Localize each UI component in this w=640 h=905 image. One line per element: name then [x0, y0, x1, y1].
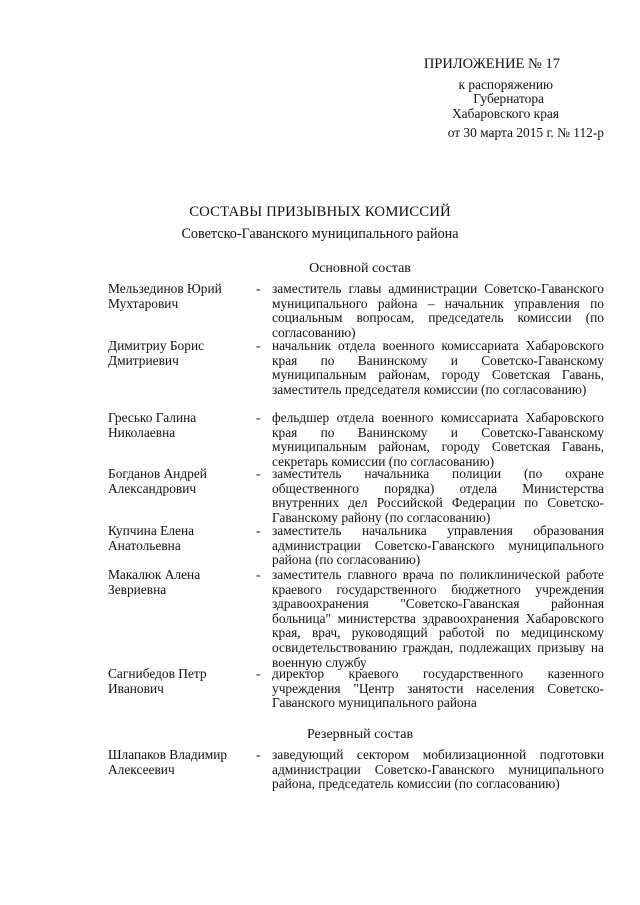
annex-line: Хабаровского края — [452, 106, 559, 121]
document-subtitle: Советско-Гаванского муниципального района — [181, 226, 459, 242]
member-dash: - — [256, 338, 261, 353]
member-position: заведующий сектором мобилизационной подготовки администрации Советско-Гаванского муниципального района, председатель комиссии (по согласованию) — [272, 747, 604, 792]
member-name: Мельзединов Юрий Мухтарович — [108, 281, 222, 311]
member-dash: - — [256, 666, 261, 681]
member-name: Макалюк Алена Зевриевна — [108, 567, 201, 597]
member-name: Димитриу Борис Дмитриевич — [108, 338, 205, 368]
member-position: заместитель главы администрации Советско-Гаванского муниципального района – начальник управления по социальным вопросам, председатель комиссии (по согласованию) — [272, 281, 604, 340]
document-title: СОСТАВЫ ПРИЗЫВНЫХ КОМИССИЙ — [189, 204, 451, 220]
member-position: заместитель начальника управления образования администрации Советско-Гаванского муниципального района (по согласованию) — [272, 523, 604, 568]
member-name: Богданов Андрей Александрович — [108, 466, 207, 496]
member-position: директор краевого государственного казенного учреждения "Центр занятости населения Советско-Гаванского муниципального района — [272, 666, 604, 711]
member-dash: - — [256, 466, 261, 481]
member-dash: - — [256, 523, 261, 538]
annex-line: к распоряжению — [458, 77, 553, 92]
member-name: Сагнибедов Петр Иванович — [108, 666, 207, 696]
member-position: заместитель начальника полиции (по охране общественного порядка) отдела Министерства внутренних дел Российской Федерации по Советско-Гаванскому району (по согласованию) — [272, 466, 604, 525]
section-heading-main: Основной состав — [309, 261, 411, 276]
member-dash: - — [256, 281, 261, 296]
member-dash: - — [256, 410, 261, 425]
annex-line: Губернатора — [473, 91, 544, 106]
annex-title: ПРИЛОЖЕНИЕ № 17 — [423, 56, 560, 72]
member-position: начальник отдела военного комиссариата Хабаровского края по Ванинскому и Советско-Гаванскому муниципальным районам, городу Советская Гавань, заместитель председателя комиссии (по согласованию) — [272, 338, 604, 397]
member-name: Шлапаков Владимир Алексеевич — [108, 747, 228, 777]
member-dash: - — [256, 567, 261, 582]
member-position: заместитель главного врача по поликлинической работе краевого государственного бюджетного учреждения здравоохранения "Советско-Гаванская районная больница" министерства здравоохранения Хабаровского края, врач, руководящий работой по медицинскому освидетельствованию граждан, подлежащих призыву на военную службу — [272, 567, 604, 670]
member-position: фельдшер отдела военного комиссариата Хабаровского края по Ванинскому и Советско-Гаванскому муниципальным районам, городу Советская Гавань, секретарь комиссии (по согласованию) — [272, 410, 604, 469]
member-name: Купчина Елена Анатольевна — [108, 523, 195, 553]
member-dash: - — [256, 747, 261, 762]
section-heading-reserve: Резервный состав — [306, 727, 414, 742]
member-name: Гресько Галина Николаевна — [108, 410, 197, 440]
annex-date-line: от 30 марта 2015 г. № 112-р — [447, 125, 604, 140]
